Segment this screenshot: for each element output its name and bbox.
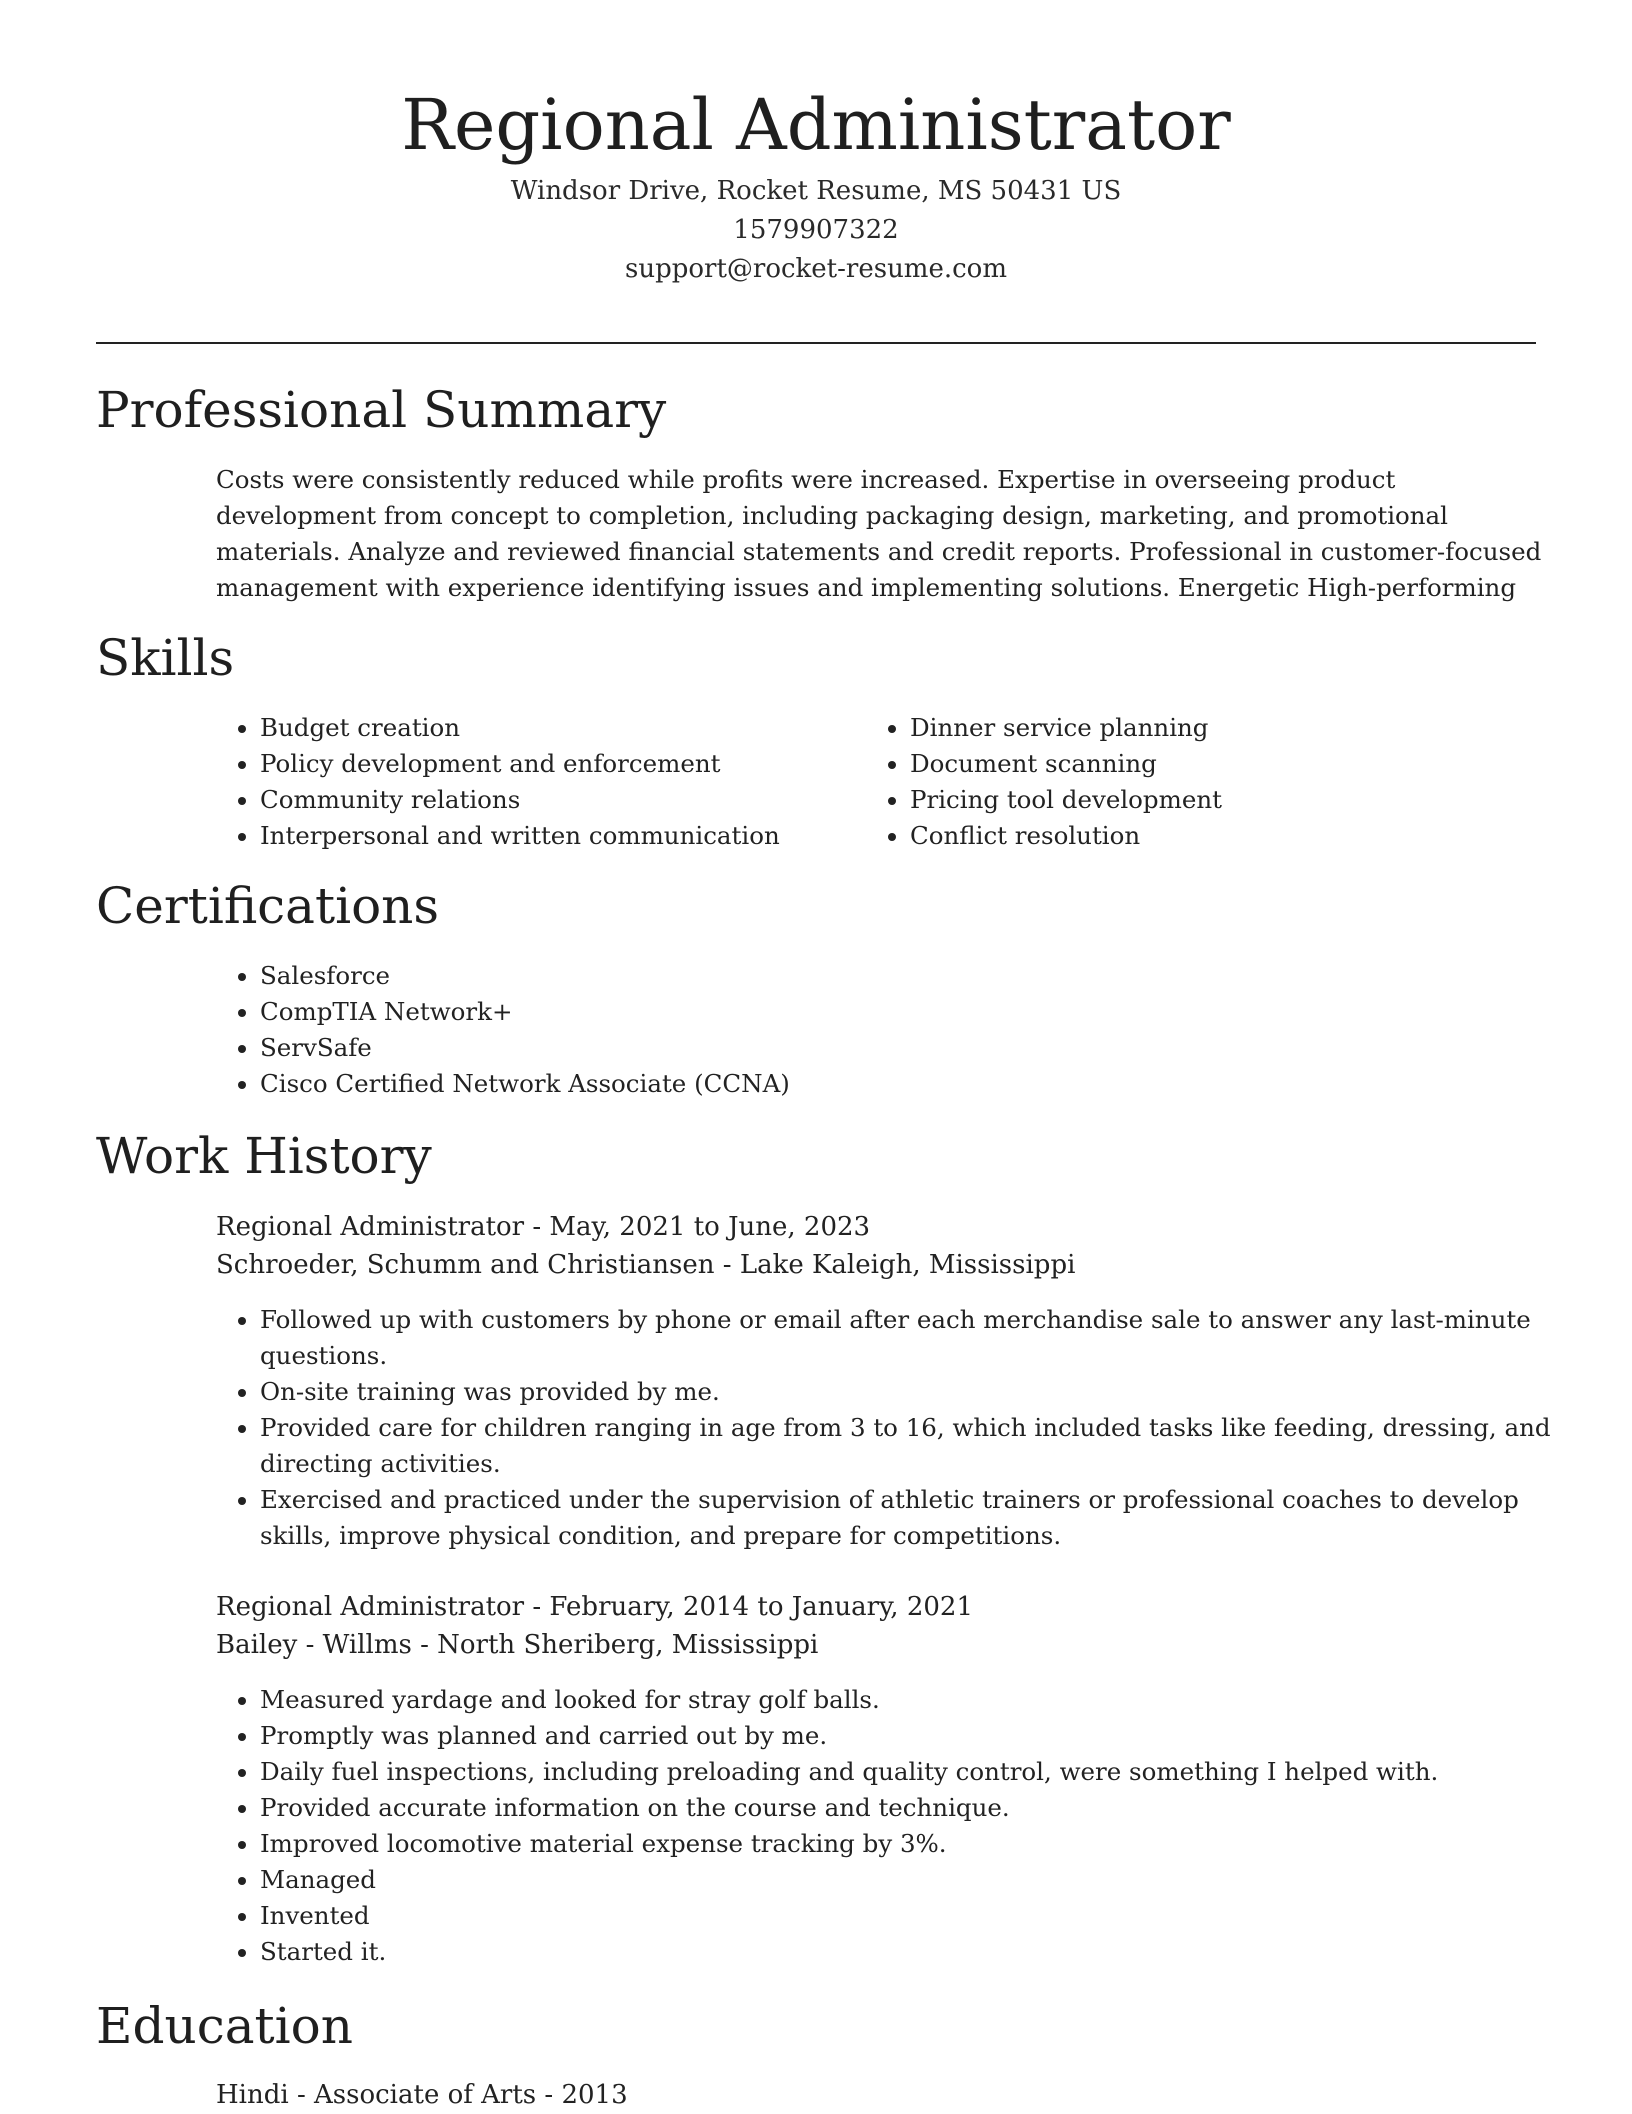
- skill-item: • Document scanning: [910, 746, 1470, 782]
- job-bullets: [216, 1682, 1580, 1970]
- job-bullet: • Followed up with customers by phone or email after each merchandise sale to answer any last-minute questions.: [260, 1302, 1580, 1374]
- skill-item: • Interpersonal and written communication: [260, 818, 820, 854]
- job-bullet: • Managed: [260, 1862, 1580, 1898]
- skill-item: • Community relations: [260, 782, 820, 818]
- job-bullets: [216, 1302, 1580, 1554]
- email-link[interactable]: support@rocket-resume.com: [624, 254, 1007, 284]
- certifications-list: [216, 958, 1260, 1102]
- skills-list-right: [866, 710, 1470, 854]
- certification-item: • CompTIA Network+: [260, 994, 1260, 1030]
- resume-header: [96, 78, 1536, 289]
- skill-item: • Policy development and enforcement: [260, 746, 820, 782]
- job-bullet: • Daily fuel inspections, including preloading and quality control, were something I helped with.: [260, 1754, 1580, 1790]
- job-bullet: • Promptly was planned and carried out by me.: [260, 1718, 1580, 1754]
- job-title-line: Regional Administrator - February, 2014 to January, 2021: [216, 1592, 974, 1622]
- header-divider: [96, 342, 1536, 344]
- contact-info: [96, 172, 1536, 289]
- certifications-heading: Certifications: [96, 877, 440, 935]
- job-bullet: • Invented: [260, 1898, 1580, 1934]
- job-bullet: • Measured yardage and looked for stray golf balls.: [260, 1682, 1580, 1718]
- job-bullet: • Exercised and practiced under the supervision of athletic trainers or professional coaches to develop skills, improve physical condition, and prepare for competitions.: [260, 1482, 1580, 1554]
- skills-heading: Skills: [96, 629, 235, 687]
- job-company-line: Schroeder, Schumm and Christiansen - Lake Kaleigh, Mississippi: [216, 1250, 1076, 1280]
- candidate-name: Regional Administrator: [401, 84, 1231, 166]
- work-history-heading: Work History: [96, 1127, 432, 1185]
- phone-text: 1579907322: [733, 215, 899, 245]
- skill-item: • Dinner service planning: [910, 710, 1470, 746]
- summary-text: Costs were consistently reduced while profits were increased. Expertise in overseeing product development from concept to completion, including packaging design, marketing, and promotional materials. Analyze and reviewed financial statements and credit reports. Professional in customer-focused management with experience identifying issues and implementing solutions. Energetic High-performing: [216, 465, 1542, 602]
- certification-item: • Cisco Certified Network Associate (CCNA): [260, 1066, 1260, 1102]
- skill-item: • Conflict resolution: [910, 818, 1470, 854]
- job-bullet: • On-site training was provided by me.: [260, 1374, 1580, 1410]
- skills-list-left: [216, 710, 820, 854]
- education-entry: Hindi - Associate of Arts - 2013: [216, 2080, 628, 2110]
- job-bullet: • Started it.: [260, 1934, 1580, 1970]
- summary-heading: Professional Summary: [96, 381, 667, 439]
- job-bullet: • Improved locomotive material expense tracking by 3%.: [260, 1826, 1580, 1862]
- address-text: Windsor Drive, Rocket Resume, MS 50431 US: [510, 176, 1122, 206]
- job-title-line: Regional Administrator - May, 2021 to June, 2023: [216, 1212, 871, 1242]
- skill-item: • Pricing tool development: [910, 782, 1470, 818]
- certification-item: • Salesforce: [260, 958, 1260, 994]
- job-bullet: • Provided accurate information on the course and technique.: [260, 1790, 1580, 1826]
- skill-item: • Budget creation: [260, 710, 820, 746]
- certification-item: • ServSafe: [260, 1030, 1260, 1066]
- job-bullet: • Provided care for children ranging in age from 3 to 16, which included tasks like feeding, dressing, and directing activities.: [260, 1410, 1580, 1482]
- education-heading: Education: [96, 1997, 353, 2055]
- job-company-line: Bailey - Willms - North Sheriberg, Mississippi: [216, 1630, 819, 1660]
